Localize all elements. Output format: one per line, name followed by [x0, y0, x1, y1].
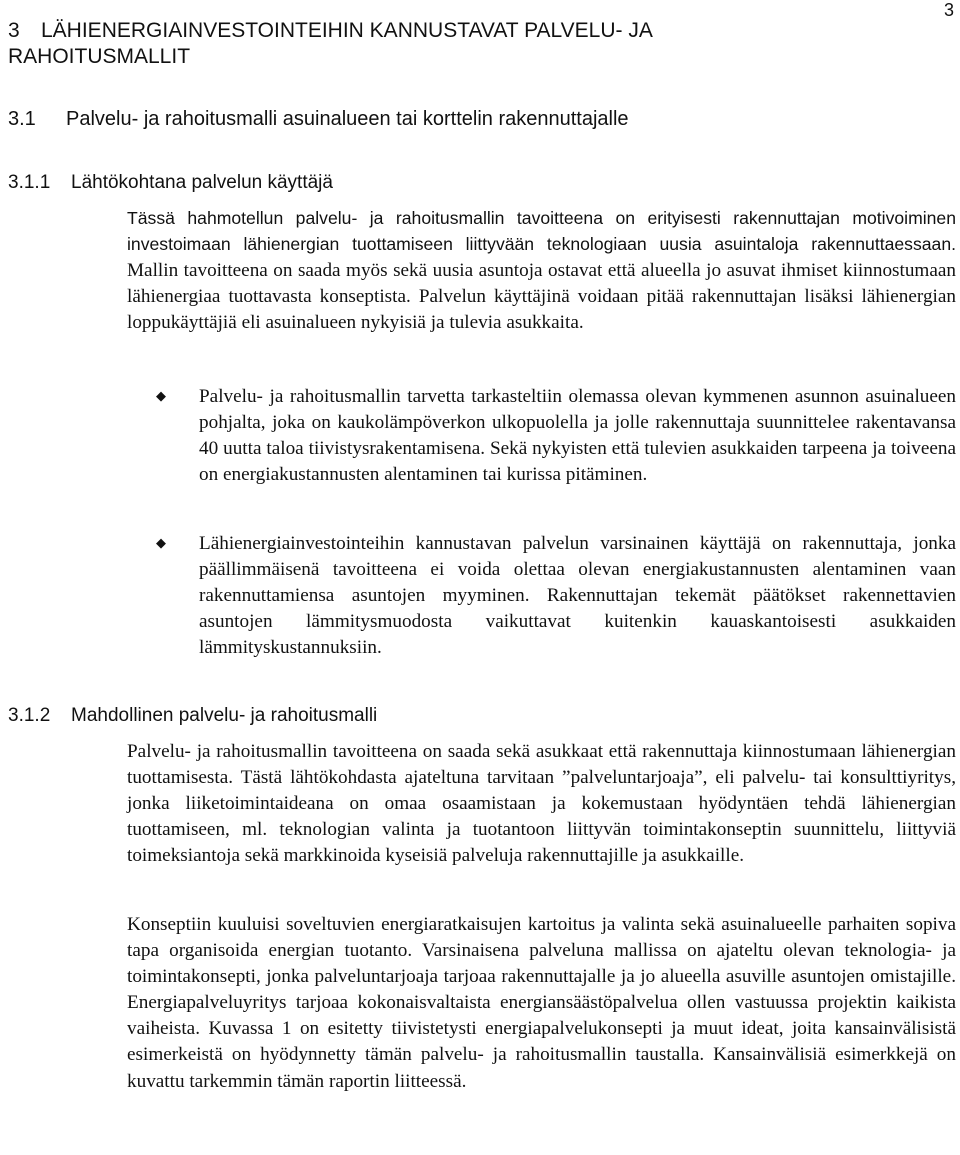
page-number: 3 [943, 0, 954, 20]
chapter-heading [8, 18, 868, 70]
section-3-1-1-title: Lähtökohtana palvelun käyttäjä [71, 172, 333, 193]
section-3-1-2-heading [8, 703, 377, 729]
bullet-item-1 [156, 384, 956, 488]
section-3-1-number: 3.1 [8, 108, 36, 130]
section-3-1-1-heading [8, 170, 333, 196]
section-3-1-2-title: Mahdollinen palvelu- ja rahoitusmalli [71, 705, 378, 726]
section-3-1-heading [8, 106, 629, 132]
section-3-1-2-number: 3.1.2 [8, 705, 51, 726]
diamond-bullet-icon: ◆ [156, 389, 166, 404]
chapter-number: 3 [8, 19, 20, 42]
bullet-item-1-text: Palvelu- ja rahoitusmallin tarvetta tarkasteltiin olemassa olevan kymmenen asunnon asuinalueen pohjalta, joka on kaukolämpöverkon ulkopuolella ja jolle rakennuttaja suunnittelee rakentavansa 40 uutta taloa tiivistysrakentamisena. Sekä nykyisten että tulevien asukkaiden tarpeena ja toiveena on energiakustannusten alentaminen tai kurissa pitäminen. [199, 386, 956, 486]
bullet-item-2-text: Lähienergiainvestointeihin kannustavan palvelun varsinainen käyttäjä on rakennuttaja, jonka päällimmäisenä tavoitteena ei voida olettaa olevan energiakustannusten alentaminen vaan rakennuttamiensa asuntojen myyminen. Rakennuttajan tekemät päätökset rakennettavien asuntojen lämmitysmuodosta vaikuttavat kuitenkin kauaskantoisesti asukkaiden lämmityskustannuksiin. [199, 533, 956, 659]
paragraph-serif-part: Mallin tavoitteena on saada myös sekä uusia asuntoja ostavat että alueella jo asuvat ihmiset kiinnostumaan lähienergiaa tuottavasta konseptista. Palvelun käyttäjinä voidaan pitää rakennuttajan lisäksi lähienergian loppukäyttäjiä eli asuinalueen nykyisiä ja tulevia asukkaita. [127, 259, 956, 333]
paragraph-possible-model-1: Palvelu- ja rahoitusmallin tavoitteena on saada sekä asukkaat että rakennuttaja kiinnostumaan lähienergian tuottamisesta. Tästä lähtökohdasta ajateltuna tarvitaan ”palveluntarjoaja”, eli palvelu- tai konsulttiyritys, jonka liiketoimintaideana on omaa osaamistaan ja kokemustaan hyödyntäen tehdä lähienergian tuottamiseen, ml. teknologian valinta ja tuotantoon liittyvän toimintakonseptin suunnittelu, liittyviä toimeksiantoja sekä markkinoida kyseisiä palveluja rakennuttajille ja asukkaille. [127, 741, 956, 867]
chapter-title-line-2: RAHOITUSMALLIT [8, 45, 191, 68]
section-3-1-title: Palvelu- ja rahoitusmalli asuinalueen tai korttelin rakennuttajalle [66, 108, 629, 130]
bullet-item-2 [156, 531, 956, 661]
paragraph-user-starting-point [127, 206, 956, 336]
paragraph-sans-part: Tässä hahmotellun palvelu- ja rahoitusmallin tavoitteena on erityisesti rakennuttajan motivoiminen investoimaan lähienergian tuottamiseen liittyvään teknologiaan uusia asuintaloja rakennuttaessaan. [127, 208, 956, 254]
paragraph-possible-model-2: Konseptiin kuuluisi soveltuvien energiaratkaisujen kartoitus ja valinta sekä asuinalueelle parhaiten sopiva tapa organisoida energian tuotanto. Varsinaisena palveluna mallissa on ajateltu olevan teknologia- ja toimintakonsepti, jonka palveluntarjoaja tarjoaa rakennuttajalle ja jo alueella asuville asuntojen omistajille. Energiapalveluyritys tarjoaa kokonaisvaltaista energiansäästöpalvelua ollen vastuussa projektin kaikista vaiheista. Kuvassa 1 on esitetty tiivistetysti energiapalvelukonsepti ja muut ideat, joita kansainvälisistä esimerkeistä on hyödynnetty tämän palvelu- ja rahoitusmallin taustalla. Kansainvälisiä esimerkkejä on kuvattu tarkemmin tämän raportin liitteessä. [127, 914, 956, 1092]
diamond-bullet-icon: ◆ [156, 536, 166, 551]
section-3-1-1-number: 3.1.1 [8, 172, 51, 193]
chapter-title-line-1: LÄHIENERGIAINVESTOINTEIHIN KANNUSTAVAT PALVELU- JA [41, 19, 653, 42]
